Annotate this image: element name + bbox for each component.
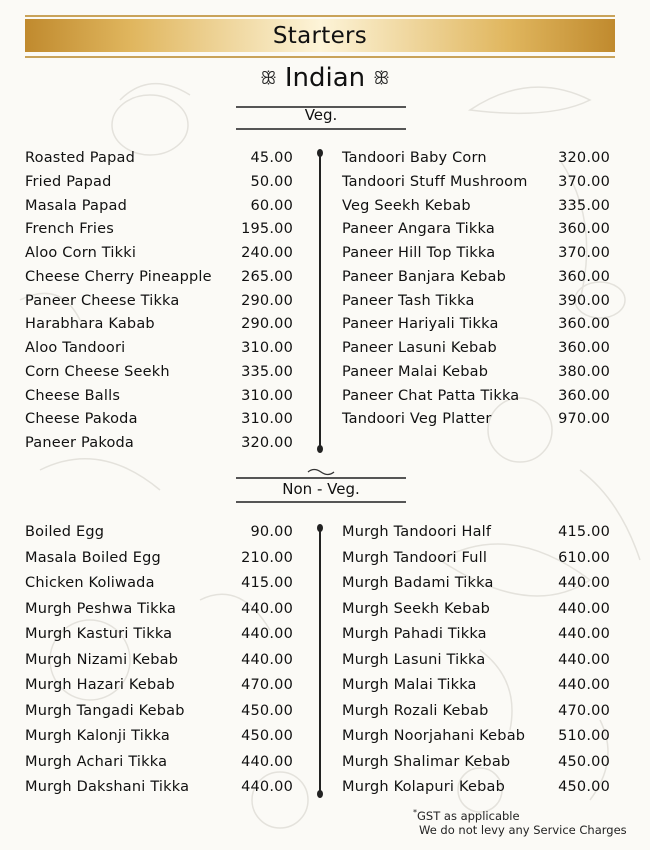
- menu-item: [342, 626, 610, 648]
- menu-item-name: French Fries: [25, 221, 114, 238]
- menu-item-price: 195.00: [241, 221, 293, 238]
- menu-item-name: Paneer Malai Kebab: [342, 363, 489, 380]
- menu-item: [25, 754, 293, 776]
- swirl-left-icon: ꕥ: [260, 68, 277, 89]
- menu-item-price: 320.00: [558, 150, 610, 166]
- menu-item-price: 450.00: [241, 728, 293, 744]
- menu-item: [342, 575, 610, 597]
- menu-item-price: 440.00: [241, 600, 293, 617]
- menu-item: [342, 411, 610, 433]
- menu-item-price: 335.00: [241, 363, 293, 380]
- menu-item: [25, 174, 293, 196]
- menu-item-price: 415.00: [241, 575, 293, 591]
- gst-note: [413, 806, 627, 823]
- cuisine-title: Indian: [284, 63, 366, 93]
- menu-item-price: 60.00: [250, 197, 293, 214]
- menu-item-name: Murgh Tangadi Kebab: [25, 702, 185, 719]
- menu-item-name: Boiled Egg: [25, 524, 105, 540]
- menu-item-name: Veg Seekh Kebab: [342, 197, 471, 214]
- menu-item-price: 370.00: [558, 245, 610, 261]
- menu-item-price: 440.00: [558, 600, 610, 617]
- menu-item: [25, 779, 293, 801]
- nonveg-heading-top-rule: [236, 477, 406, 479]
- section-banner: [25, 19, 615, 52]
- menu-item-name: Murgh Seekh Kebab: [342, 600, 491, 617]
- menu-item-price: 240.00: [241, 245, 293, 261]
- menu-item-price: 390.00: [558, 292, 610, 309]
- menu-item: [25, 269, 293, 291]
- menu-item-price: 290.00: [241, 316, 293, 333]
- divider-bottom-dot: [317, 790, 323, 798]
- menu-item: [342, 198, 610, 220]
- menu-item: [342, 221, 610, 243]
- menu-item-price: 440.00: [241, 753, 293, 770]
- gst-note-text: GST as applicable: [417, 808, 520, 823]
- menu-item-price: 440.00: [558, 626, 610, 642]
- menu-item-price: 450.00: [558, 779, 610, 795]
- menu-item-price: 360.00: [558, 387, 610, 404]
- menu-item: [342, 677, 610, 699]
- menu-item-price: 450.00: [558, 753, 610, 770]
- menu-item-name: Tandoori Veg Platter: [342, 411, 492, 428]
- menu-item: [25, 652, 293, 674]
- menu-item: [25, 626, 293, 648]
- menu-item-name: Murgh Achari Tikka: [25, 753, 168, 770]
- menu-item: [25, 524, 293, 546]
- menu-item-price: 290.00: [241, 292, 293, 309]
- menu-item-name: Murgh Tandoori Full: [342, 549, 488, 566]
- menu-item-name: Aloo Corn Tikki: [25, 245, 137, 261]
- menu-item-price: 360.00: [558, 268, 610, 285]
- menu-item: [342, 703, 610, 725]
- service-charge-note: We do not levy any Service Charges: [419, 822, 627, 837]
- menu-item-price: 440.00: [241, 779, 293, 795]
- menu-item: [342, 316, 610, 338]
- cuisine-heading: [0, 63, 650, 93]
- menu-item: [25, 677, 293, 699]
- menu-item-price: 440.00: [558, 651, 610, 668]
- menu-item-name: Murgh Dakshani Tikka: [25, 779, 190, 795]
- menu-item-price: 50.00: [250, 173, 293, 190]
- menu-item-name: Corn Cheese Seekh: [25, 363, 170, 380]
- menu-item-name: Paneer Chat Patta Tikka: [342, 387, 520, 404]
- menu-item-name: Paneer Hariyali Tikka: [342, 316, 499, 333]
- menu-item-name: Murgh Kalonji Tikka: [25, 728, 170, 744]
- menu-item: [342, 652, 610, 674]
- menu-item-name: Masala Papad: [25, 197, 128, 214]
- menu-item-price: 380.00: [558, 363, 610, 380]
- menu-item-price: 440.00: [558, 575, 610, 591]
- menu-item: [25, 293, 293, 315]
- banner-bottom-rule: [25, 56, 615, 58]
- menu-item-price: 970.00: [558, 411, 610, 428]
- menu-item-price: 470.00: [241, 677, 293, 693]
- menu-item: [342, 340, 610, 362]
- menu-item: [342, 150, 610, 172]
- menu-item-name: Murgh Hazari Kebab: [25, 677, 175, 693]
- menu-item-name: Murgh Noorjahani Kebab: [342, 728, 526, 744]
- divider-top-dot: [317, 149, 323, 157]
- menu-item: [342, 754, 610, 776]
- banner-top-rule: [25, 15, 615, 17]
- menu-item: [25, 728, 293, 750]
- menu-item: [25, 340, 293, 362]
- menu-item-price: 360.00: [558, 340, 610, 356]
- menu-item: [25, 198, 293, 220]
- menu-item: [25, 388, 293, 410]
- menu-item-name: Paneer Cheese Tikka: [25, 292, 180, 309]
- nonveg-heading-bottom-rule: [236, 501, 406, 503]
- divider-bottom-dot: [317, 445, 323, 453]
- menu-item: [342, 269, 610, 291]
- menu-item: [342, 388, 610, 410]
- menu-item-name: Roasted Papad: [25, 150, 136, 166]
- menu-item-price: 610.00: [558, 549, 610, 566]
- menu-item-name: Tandoori Baby Corn: [342, 150, 487, 166]
- menu-item-price: 440.00: [558, 677, 610, 693]
- menu-item-price: 440.00: [241, 651, 293, 668]
- menu-item-name: Murgh Rozali Kebab: [342, 702, 489, 719]
- menu-item: [25, 316, 293, 338]
- asterisk: *: [413, 808, 417, 817]
- menu-item: [342, 524, 610, 546]
- menu-item-name: Fried Papad: [25, 173, 112, 190]
- menu-item: [25, 435, 293, 457]
- menu-item-price: 210.00: [241, 549, 293, 566]
- menu-item-name: Murgh Tandoori Half: [342, 524, 492, 540]
- menu-item: [25, 245, 293, 267]
- menu-item: [25, 364, 293, 386]
- menu-item-name: Murgh Nizami Kebab: [25, 651, 179, 668]
- menu-item-price: 90.00: [250, 524, 293, 540]
- menu-item-name: Cheese Cherry Pineapple: [25, 268, 212, 285]
- menu-item-name: Paneer Hill Top Tikka: [342, 245, 496, 261]
- menu-item-price: 335.00: [558, 197, 610, 214]
- menu-item-name: Paneer Angara Tikka: [342, 221, 495, 238]
- menu-item-price: 310.00: [241, 411, 293, 428]
- menu-item: [25, 575, 293, 597]
- menu-item-name: Paneer Pakoda: [25, 435, 134, 451]
- menu-item: [342, 293, 610, 315]
- nonveg-heading-label: Non - Veg.: [282, 480, 360, 498]
- menu-item-price: 415.00: [558, 524, 610, 540]
- menu-item-name: Murgh Kolapuri Kebab: [342, 779, 505, 795]
- menu-item-price: 440.00: [241, 626, 293, 642]
- veg-heading-label: Veg.: [304, 106, 338, 124]
- menu-item-price: 370.00: [558, 173, 610, 190]
- menu-item-price: 45.00: [250, 150, 293, 166]
- menu-item: [342, 550, 610, 572]
- menu-item-name: Cheese Balls: [25, 387, 121, 404]
- nonveg-column-divider: [319, 527, 321, 795]
- menu-item-name: Murgh Kasturi Tikka: [25, 626, 173, 642]
- veg-column-divider: [319, 152, 321, 450]
- menu-item-price: 450.00: [241, 702, 293, 719]
- veg-heading-bottom-rule: [236, 128, 406, 130]
- menu-item-name: Cheese Pakoda: [25, 411, 138, 428]
- menu-item-name: Murgh Shalimar Kebab: [342, 753, 511, 770]
- ornament-icon: [306, 467, 336, 477]
- menu-item-name: Tandoori Stuff Mushroom: [342, 173, 528, 190]
- menu-item-price: 360.00: [558, 221, 610, 238]
- menu-item-price: 265.00: [241, 268, 293, 285]
- menu-item: [25, 221, 293, 243]
- menu-item-name: Murgh Peshwa Tikka: [25, 600, 177, 617]
- menu-item-price: 310.00: [241, 387, 293, 404]
- menu-item: [25, 703, 293, 725]
- divider-top-dot: [317, 524, 323, 532]
- menu-item-name: Murgh Malai Tikka: [342, 677, 477, 693]
- swirl-right-icon: ꕥ: [373, 68, 390, 89]
- menu-item: [342, 779, 610, 801]
- menu-item: [25, 411, 293, 433]
- menu-item-name: Paneer Lasuni Kebab: [342, 340, 497, 356]
- menu-item-name: Paneer Tash Tikka: [342, 292, 475, 309]
- menu-item: [342, 601, 610, 623]
- menu-item: [342, 364, 610, 386]
- menu-item-name: Murgh Pahadi Tikka: [342, 626, 487, 642]
- menu-item-name: Chicken Koliwada: [25, 575, 155, 591]
- page-title: Starters: [272, 22, 368, 49]
- menu-item-name: Masala Boiled Egg: [25, 549, 161, 566]
- menu-item: [342, 728, 610, 750]
- menu-item: [25, 601, 293, 623]
- menu-item-name: Harabhara Kabab: [25, 316, 155, 333]
- footnote: [413, 806, 627, 837]
- menu-item-price: 470.00: [558, 702, 610, 719]
- menu-item-name: Aloo Tandoori: [25, 340, 126, 356]
- menu-item: [25, 550, 293, 572]
- menu-item: [342, 174, 610, 196]
- menu-item-name: Murgh Badami Tikka: [342, 575, 494, 591]
- menu-item-price: 320.00: [241, 435, 293, 451]
- menu-item-price: 510.00: [558, 728, 610, 744]
- menu-item-price: 310.00: [241, 340, 293, 356]
- menu-item-name: Paneer Banjara Kebab: [342, 268, 506, 285]
- menu-item-name: Murgh Lasuni Tikka: [342, 651, 486, 668]
- menu-item: [25, 150, 293, 172]
- menu-item-price: 360.00: [558, 316, 610, 333]
- menu-item: [342, 245, 610, 267]
